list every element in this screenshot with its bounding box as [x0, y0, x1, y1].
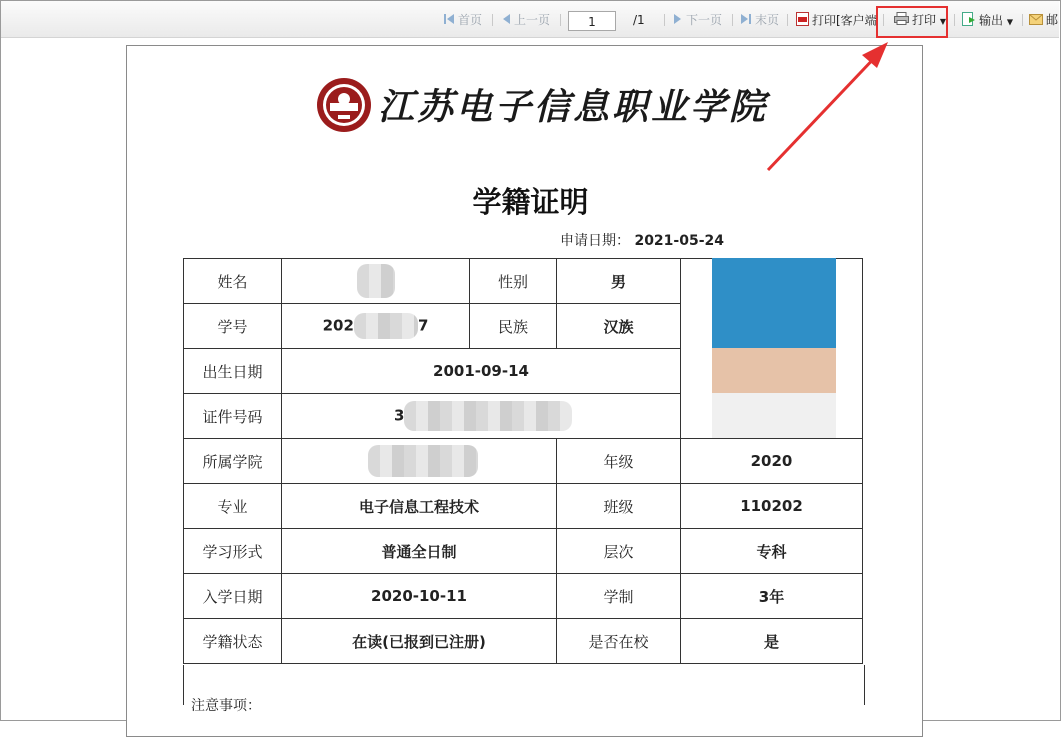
gender-value: 男: [557, 259, 681, 304]
student-id-prefix: 202: [322, 316, 354, 335]
mode-label: 学习形式: [184, 529, 282, 574]
status-label: 学籍状态: [184, 619, 282, 664]
duration-label: 学制: [557, 574, 681, 619]
first-page-label: 首页: [458, 13, 483, 27]
class-value: 110202: [681, 484, 863, 529]
onschool-value: 是: [681, 619, 863, 664]
print-label: 打印: [912, 13, 937, 27]
date-label: 申请日期：: [560, 233, 630, 249]
enroll-label: 入学日期: [184, 574, 282, 619]
school-name-logo: 江苏电子信息职业学院: [378, 86, 769, 128]
level-label: 层次: [557, 529, 681, 574]
mode-value: 普通全日制: [282, 529, 557, 574]
college-label: 所属学院: [184, 439, 282, 484]
class-label: 班级: [557, 484, 681, 529]
ethnicity-value: 汉族: [557, 304, 681, 349]
duration-value: 3年: [681, 574, 863, 619]
major-label: 专业: [184, 484, 282, 529]
next-page-label: 下一页: [686, 13, 723, 27]
level-value: 专科: [681, 529, 863, 574]
grade-value: 2020: [681, 439, 863, 484]
onschool-label: 是否在校: [557, 619, 681, 664]
grade-label: 年级: [557, 439, 681, 484]
prev-page-label: 上一页: [514, 13, 551, 27]
page-number-input[interactable]: 1: [568, 11, 616, 31]
mail-label: 邮: [1046, 13, 1059, 27]
major-value: 电子信息工程技术: [282, 484, 557, 529]
enroll-value: 2020-10-11: [282, 574, 557, 619]
idno-label: 证件号码: [184, 394, 282, 439]
page-total: /1: [633, 13, 645, 27]
status-value: 在读(已报到已注册): [282, 619, 557, 664]
name-label: 姓名: [184, 259, 282, 304]
idno-prefix: 3: [394, 406, 405, 425]
client-print-label: 打印[客户端: [812, 13, 877, 28]
birth-label: 出生日期: [184, 349, 282, 394]
gender-label: 性别: [470, 259, 557, 304]
notes-label: 注意事项：: [191, 698, 261, 714]
ethnicity-label: 民族: [470, 304, 557, 349]
student-id-suffix: 7: [417, 316, 429, 335]
student-id-label: 学号: [184, 304, 282, 349]
chevron-down-icon: ▼: [939, 17, 946, 26]
chevron-down-icon: ▼: [1006, 17, 1013, 27]
last-page-label: 末页: [755, 13, 780, 27]
export-label: 输出: [979, 13, 1004, 28]
birth-value: 2001-09-14: [282, 349, 681, 394]
date-value: 2021-05-24: [634, 233, 725, 249]
document-title: 学籍证明: [472, 185, 589, 219]
